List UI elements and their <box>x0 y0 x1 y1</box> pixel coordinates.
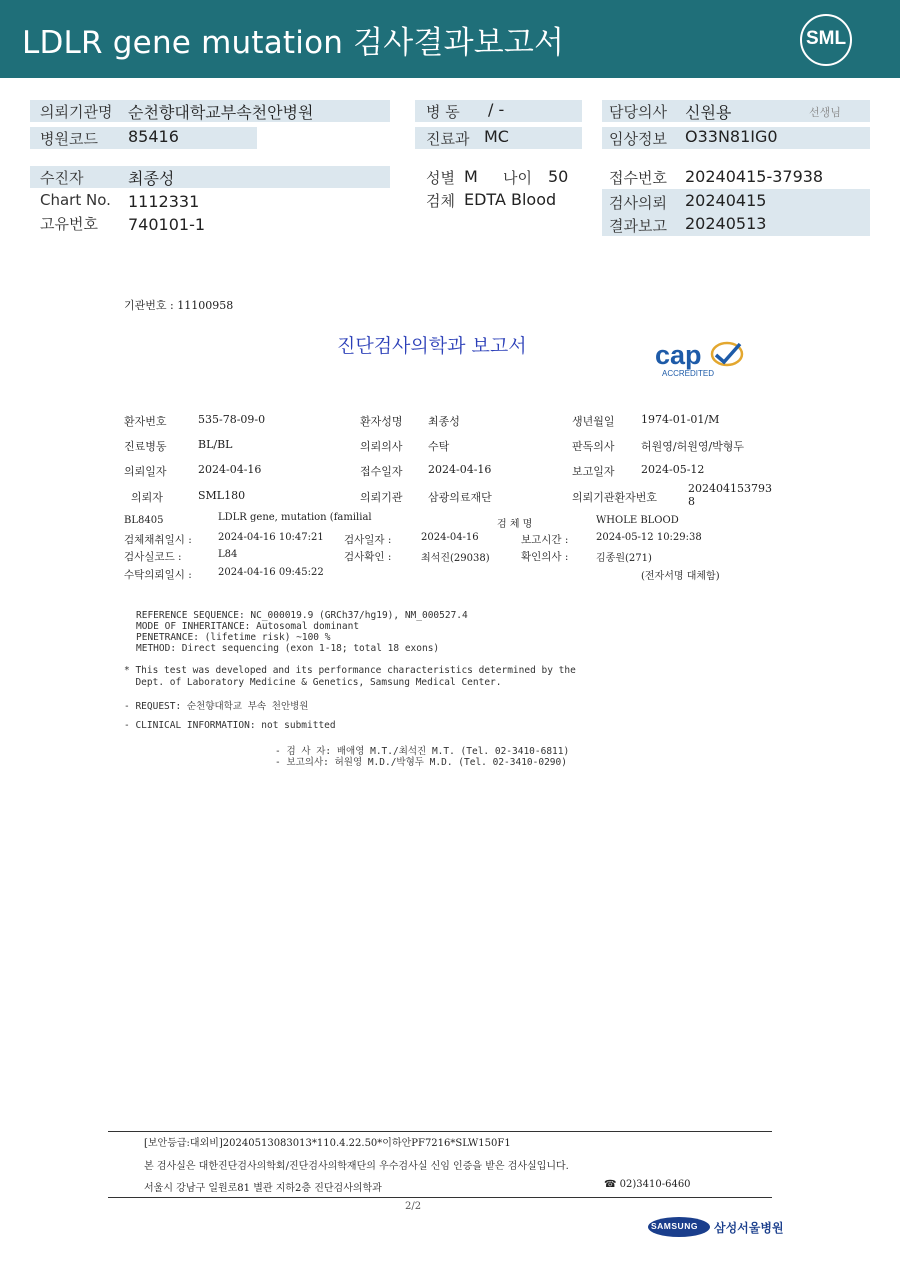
receipt-value: 20240415-37938 <box>685 167 824 186</box>
r4-value3-cont: 8 <box>688 495 695 508</box>
r3-value3: 2024-05-12 <box>641 463 705 476</box>
r4-label2: 의뢰기관 <box>360 491 403 504</box>
uid-value: 740101-1 <box>128 215 206 234</box>
r2-value2: 수탁 <box>428 440 450 453</box>
method-line: PENETRANCE: (lifetime risk) ~100 % <box>136 632 331 643</box>
report-title: LDLR gene mutation 검사결과보고서 <box>22 25 565 61</box>
sex-label: 성별 <box>426 169 455 187</box>
l2-value3: 김종원(271) <box>596 553 652 564</box>
request-value: 20240415 <box>685 191 767 210</box>
r1-value2: 최종성 <box>428 415 460 428</box>
method-block <box>136 610 468 654</box>
cap-accredited-text: ACCREDITED <box>662 369 715 378</box>
r1-label2: 환자성명 <box>360 415 403 428</box>
security-line: [보안등급:대외비]20240513083013*110.4.22.50*이하안PF7216*SLW150F1 <box>144 1138 511 1149</box>
age-value: 50 <box>548 167 569 186</box>
r2-value3: 허원영/허원영/박형두 <box>641 440 745 453</box>
age-label: 나이 <box>503 169 532 187</box>
certification-line: 본 검사실은 대한진단검사의학회/진단검사의학재단의 우수검사실 신임 인증을 받은 검사실입니다. <box>144 1161 569 1172</box>
r2-value1: BL/BL <box>198 438 233 451</box>
r2-label3: 판독의사 <box>572 440 615 453</box>
r4-value1: SML180 <box>198 489 246 502</box>
l3-value1: 2024-04-16 09:45:22 <box>218 567 324 578</box>
phone-line: ☎ 02)3410-6460 <box>604 1179 691 1190</box>
l2-value2: 최석진(29038) <box>421 553 490 564</box>
l2-label3: 확인의사 : <box>521 551 569 563</box>
l1-label3: 보고시간 : <box>521 534 569 546</box>
method-line: REFERENCE SEQUENCE: NC_000019.9 (GRCh37/hg19), NM_000527.4 <box>136 610 468 621</box>
institution-value: 순천향대학교부속천안병원 <box>128 103 314 122</box>
footer-bottom-rule <box>108 1197 772 1198</box>
r3-label2: 접수일자 <box>360 465 403 478</box>
r1-label3: 생년월일 <box>572 415 615 428</box>
hospital-name: 삼성서울병원 <box>714 1221 784 1235</box>
samsung-logo <box>648 1217 710 1237</box>
dept-value: MC <box>484 127 509 146</box>
clinical-line: - CLINICAL INFORMATION: not submitted <box>124 720 336 731</box>
samsung-text: SAMSUNG <box>651 1221 698 1231</box>
examinee-bar <box>30 166 390 188</box>
r4-value2: 삼광의료재단 <box>428 491 492 504</box>
doctor-label: 담당의사 <box>609 103 667 121</box>
footer-top-rule <box>108 1131 772 1132</box>
sml-logo <box>800 14 852 66</box>
l1-value3: 2024-05-12 10:29:38 <box>596 532 702 543</box>
r4-label1: 의뢰자 <box>131 491 163 504</box>
address-line: 서울시 강남구 일원로81 별관 지하2층 진단검사의학과 <box>144 1183 382 1194</box>
clinical-label: 임상정보 <box>609 130 667 148</box>
note-line2: Dept. of Laboratory Medicine & Genetics, Samsung Medical Center. <box>124 677 502 688</box>
doctor-suffix: 선생님 <box>809 106 841 119</box>
method-line: METHOD: Direct sequencing (exon 1-18; total 18 exons) <box>136 643 440 654</box>
uid-label: 고유번호 <box>40 215 98 233</box>
r4-label3: 의뢰기관환자번호 <box>572 491 658 504</box>
r3-label3: 보고일자 <box>572 465 615 478</box>
note-line1: * This test was developed and its performance characteristics determined by the <box>124 665 576 676</box>
r1-label1: 환자번호 <box>124 415 167 428</box>
r4-value3: 202404153793 <box>688 482 772 495</box>
specimen-value: EDTA Blood <box>464 190 557 209</box>
receipt-label: 접수번호 <box>609 169 667 187</box>
dept-label: 진료과 <box>426 130 470 148</box>
institution-label: 의뢰기관명 <box>40 103 113 121</box>
specimen-name-value: WHOLE BLOOD <box>596 515 679 526</box>
e-signature-note: (전자서명 대체함) <box>641 571 720 582</box>
test-code: BL8405 <box>124 515 164 526</box>
chart-label: Chart No. <box>40 191 111 209</box>
doctor-value: 신원용 <box>685 103 732 122</box>
report-heading: 진단검사의학과 보고서 <box>337 335 527 357</box>
cap-text: cap <box>655 340 702 370</box>
r2-label1: 진료병동 <box>124 440 167 453</box>
l2-value1: L84 <box>218 549 238 560</box>
report-date-label: 결과보고 <box>609 217 667 235</box>
specimen-label: 검체 <box>426 192 455 210</box>
reporter-line: - 보고의사: 허원영 M.D./박형두 M.D. (Tel. 02-3410-0290) <box>275 757 567 768</box>
r3-value2: 2024-04-16 <box>428 463 492 476</box>
l1-label2: 검사일자 : <box>344 534 392 546</box>
r3-value1: 2024-04-16 <box>198 463 262 476</box>
ward-value: / - <box>488 100 505 119</box>
request-label: 검사의뢰 <box>609 194 667 212</box>
request-line: - REQUEST: 순천향대학교 부속 천안병원 <box>124 701 309 712</box>
l3-label1: 수탁의뢰일시 : <box>124 569 192 581</box>
hospital-code-label: 병원코드 <box>40 130 98 148</box>
examinee-label: 수진자 <box>40 169 84 187</box>
page-number: 2/2 <box>405 1201 422 1212</box>
cap-accredited-logo <box>655 340 747 380</box>
sex-value: M <box>464 167 478 186</box>
examinee-value: 최종성 <box>128 169 175 188</box>
l1-value2: 2024-04-16 <box>421 532 479 543</box>
r1-value3: 1974-01-01/M <box>641 413 720 426</box>
method-line: MODE OF INHERITANCE: Autosomal dominant <box>136 621 360 632</box>
page-header <box>0 0 900 78</box>
l2-label2: 검사확인 : <box>344 551 392 563</box>
r1-value1: 535-78-09-0 <box>198 413 266 426</box>
tester-line: - 검 사 자: 배애영 M.T./최석진 M.T. (Tel. 02-3410-6811) <box>275 746 570 757</box>
report-date-value: 20240513 <box>685 214 767 233</box>
r2-label2: 의뢰의사 <box>360 440 403 453</box>
checkmark-icon <box>710 340 744 368</box>
specimen-name-label: 검 체 명 <box>497 519 533 530</box>
institution-number: 기관번호 : 11100958 <box>124 299 234 312</box>
ward-label: 병 동 <box>426 103 460 121</box>
logo-text: SML <box>805 28 847 49</box>
test-name: LDLR gene, mutation (familial <box>218 512 372 523</box>
l1-label1: 검체채취일시 : <box>124 534 192 546</box>
l2-label1: 검사실코드 : <box>124 551 182 563</box>
clinical-value: O33N81IG0 <box>685 127 778 146</box>
hospital-code-value: 85416 <box>128 127 179 146</box>
l1-value1: 2024-04-16 10:47:21 <box>218 532 324 543</box>
r3-label1: 의뢰일자 <box>124 465 167 478</box>
chart-value: 1112331 <box>128 192 200 211</box>
